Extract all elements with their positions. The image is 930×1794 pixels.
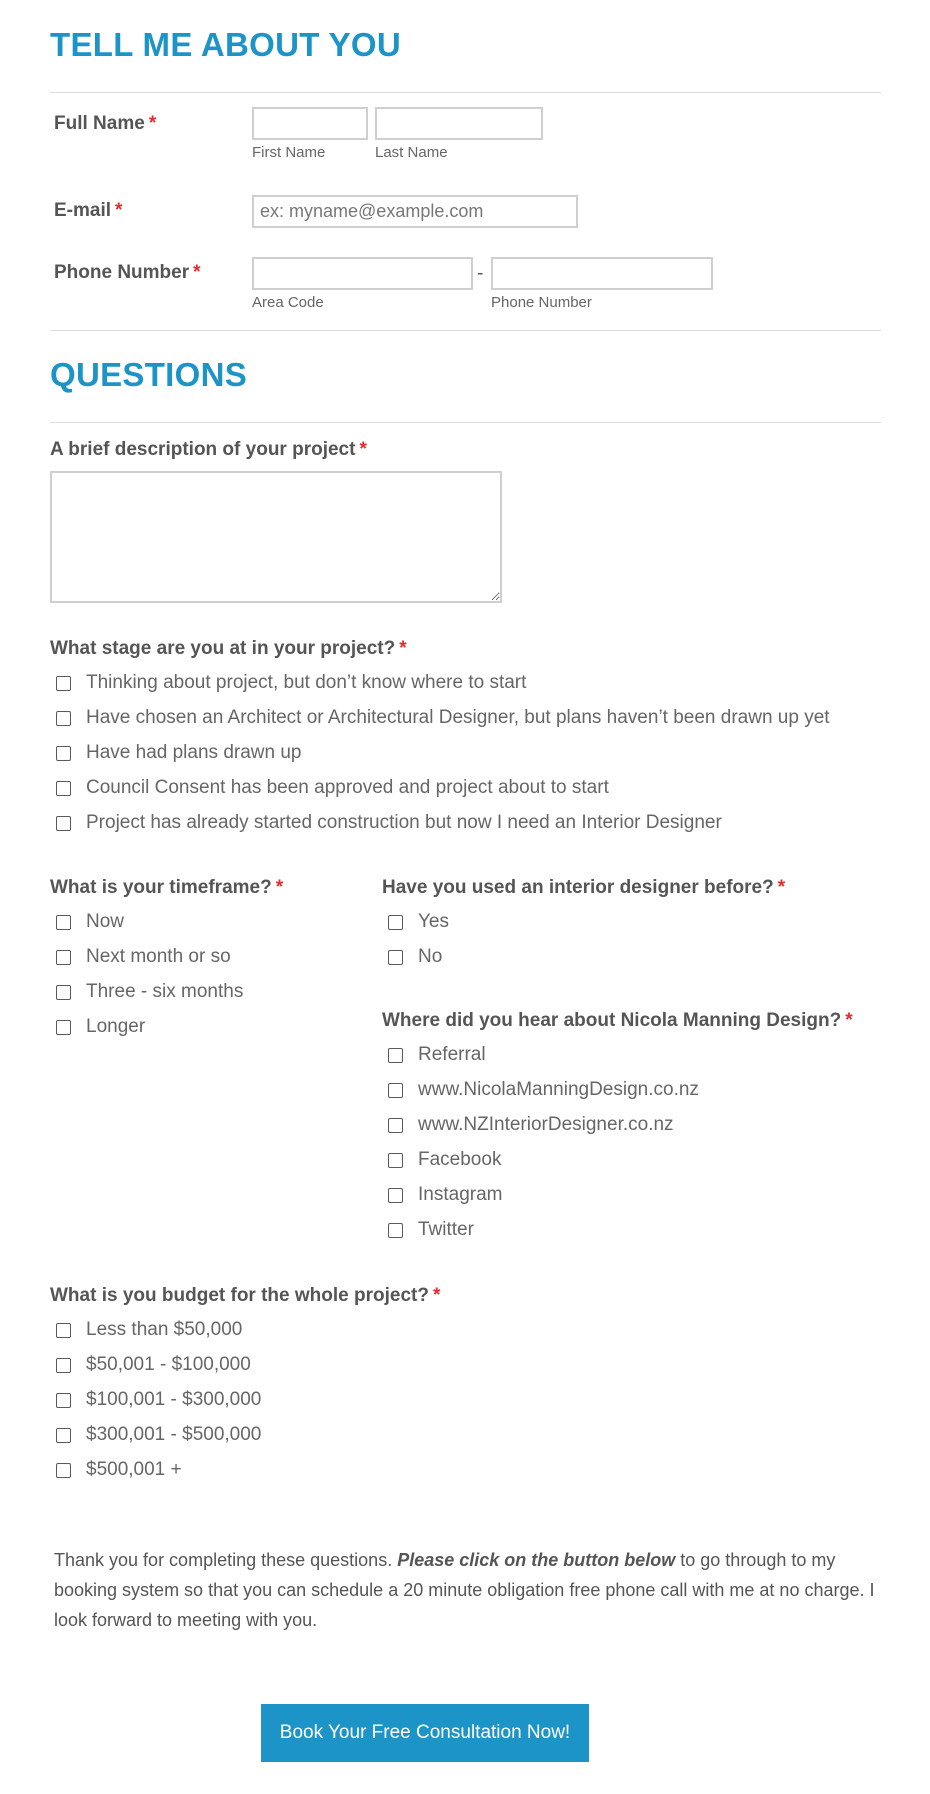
- heard-about-option[interactable]: [382, 1114, 674, 1136]
- used-designer-option[interactable]: [382, 946, 442, 968]
- option-label: Facebook: [418, 1149, 502, 1170]
- checkbox[interactable]: [56, 746, 71, 761]
- option-label: Twitter: [418, 1219, 474, 1240]
- checkbox[interactable]: [56, 1393, 71, 1408]
- phone-label-text: Phone Number: [54, 262, 190, 283]
- option-label: Referral: [418, 1044, 486, 1065]
- checkbox[interactable]: [388, 915, 403, 930]
- checkbox[interactable]: [56, 816, 71, 831]
- option-label: Three - six months: [86, 981, 244, 1002]
- divider: [50, 330, 881, 331]
- checkbox[interactable]: [388, 1153, 403, 1168]
- heard-about-label-text: Where did you hear about Nicola Manning Design?: [382, 1010, 842, 1031]
- closing-text: Thank you for completing these questions.: [54, 1550, 398, 1570]
- closing-emphasis: Please click on the button below: [397, 1550, 676, 1570]
- option-label: Instagram: [418, 1184, 503, 1205]
- budget-option[interactable]: [50, 1389, 261, 1411]
- option-label: Yes: [418, 911, 449, 932]
- email-label-text: E-mail: [54, 200, 112, 221]
- first-name-input[interactable]: [252, 107, 368, 140]
- full-name-label: [54, 113, 156, 135]
- required-asterisk: *: [115, 200, 123, 221]
- checkbox[interactable]: [56, 950, 71, 965]
- option-label: $100,001 - $300,000: [86, 1389, 262, 1410]
- used-designer-label-text: Have you used an interior designer before?: [382, 877, 774, 898]
- email-label: [54, 200, 122, 222]
- stage-option[interactable]: [50, 707, 830, 729]
- timeframe-option[interactable]: [50, 1016, 145, 1038]
- description-textarea[interactable]: [50, 471, 502, 603]
- heard-about-option[interactable]: [382, 1219, 474, 1241]
- phone-number-sublabel: Phone Number: [491, 294, 592, 311]
- option-label: Now: [86, 911, 125, 932]
- checkbox[interactable]: [56, 1358, 71, 1373]
- area-code-input[interactable]: [252, 257, 473, 290]
- option-label: Council Consent has been approved and project about to start: [86, 777, 609, 798]
- option-label: No: [418, 946, 443, 967]
- option-label: Next month or so: [86, 946, 231, 967]
- checkbox[interactable]: [56, 915, 71, 930]
- budget-option[interactable]: [50, 1459, 182, 1481]
- checkbox[interactable]: [56, 676, 71, 691]
- required-asterisk: *: [777, 877, 786, 898]
- heard-about-option[interactable]: [382, 1079, 699, 1101]
- checkbox[interactable]: [56, 985, 71, 1000]
- required-asterisk: *: [148, 113, 157, 134]
- option-label: Longer: [86, 1016, 146, 1037]
- option-label: Have chosen an Architect or Architectural Designer, but plans haven’t been drawn up yet: [86, 707, 830, 728]
- budget-option[interactable]: [50, 1354, 251, 1376]
- stage-option[interactable]: [50, 812, 722, 834]
- first-name-sublabel: First Name: [252, 144, 326, 161]
- timeframe-label: [50, 877, 283, 899]
- checkbox[interactable]: [388, 1118, 403, 1133]
- checkbox[interactable]: [56, 781, 71, 796]
- required-asterisk: *: [193, 262, 201, 283]
- stage-option[interactable]: [50, 777, 609, 799]
- checkbox[interactable]: [388, 1083, 403, 1098]
- stage-label-text: What stage are you at in your project?: [50, 638, 396, 659]
- stage-option[interactable]: [50, 672, 526, 694]
- checkbox[interactable]: [56, 711, 71, 726]
- phone-separator: -: [477, 263, 484, 284]
- budget-option[interactable]: [50, 1424, 261, 1446]
- stage-label: [50, 638, 407, 660]
- heard-about-option[interactable]: [382, 1044, 486, 1066]
- timeframe-option[interactable]: [50, 946, 231, 968]
- required-asterisk: *: [432, 1285, 441, 1306]
- checkbox[interactable]: [388, 1223, 403, 1238]
- closing-text: to go through to my booking system so that you can schedule a 20 minute obligation free phone call with me at no charge. I look forward to meeting with you.: [54, 1550, 875, 1630]
- option-label: $500,001 +: [86, 1459, 182, 1480]
- option-label: $300,001 - $500,000: [86, 1424, 262, 1445]
- full-name-label-text: Full Name: [54, 113, 145, 134]
- required-asterisk: *: [359, 439, 367, 460]
- option-label: $50,001 - $100,000: [86, 1354, 251, 1375]
- heard-about-option[interactable]: [382, 1184, 502, 1206]
- budget-label: [50, 1285, 440, 1307]
- last-name-sublabel: Last Name: [375, 144, 448, 161]
- required-asterisk: *: [845, 1010, 853, 1031]
- heard-about-label: [382, 1010, 853, 1032]
- budget-label-text: What is you budget for the whole project?: [50, 1285, 429, 1306]
- required-asterisk: *: [275, 877, 284, 898]
- checkbox[interactable]: [56, 1428, 71, 1443]
- option-label: www.NicolaManningDesign.co.nz: [418, 1079, 699, 1100]
- timeframe-option[interactable]: [50, 911, 124, 933]
- option-label: Have had plans drawn up: [86, 742, 302, 763]
- book-consultation-button[interactable]: Book Your Free Consultation Now!: [261, 1704, 589, 1762]
- checkbox[interactable]: [388, 1048, 403, 1063]
- option-label: Thinking about project, but don’t know where to start: [86, 672, 527, 693]
- option-label: Less than $50,000: [86, 1319, 243, 1340]
- option-label: www.NZInteriorDesigner.co.nz: [418, 1114, 674, 1135]
- timeframe-label-text: What is your timeframe?: [50, 877, 272, 898]
- closing-paragraph: [54, 1545, 884, 1635]
- checkbox[interactable]: [56, 1020, 71, 1035]
- checkbox[interactable]: [388, 1188, 403, 1203]
- checkbox[interactable]: [388, 950, 403, 965]
- about-heading: TELL ME ABOUT YOU: [50, 26, 402, 63]
- phone-label: [54, 262, 201, 284]
- required-asterisk: *: [399, 638, 407, 659]
- last-name-input[interactable]: [375, 107, 543, 140]
- phone-number-input[interactable]: [491, 257, 713, 290]
- used-designer-label: [382, 877, 785, 899]
- email-input[interactable]: [252, 195, 578, 228]
- checkbox[interactable]: [56, 1463, 71, 1478]
- checkbox[interactable]: [56, 1323, 71, 1338]
- budget-option[interactable]: [50, 1319, 242, 1341]
- heard-about-option[interactable]: [382, 1149, 501, 1171]
- stage-option[interactable]: [50, 742, 301, 764]
- questions-heading: QUESTIONS: [50, 356, 248, 393]
- divider: [50, 422, 881, 423]
- option-label: Project has already started construction but now I need an Interior Designer: [86, 812, 722, 833]
- used-designer-option[interactable]: [382, 911, 449, 933]
- description-label-text: A brief description of your project: [50, 439, 356, 460]
- description-label: [50, 439, 367, 461]
- timeframe-option[interactable]: [50, 981, 243, 1003]
- divider: [50, 92, 881, 93]
- area-code-sublabel: Area Code: [252, 294, 324, 311]
